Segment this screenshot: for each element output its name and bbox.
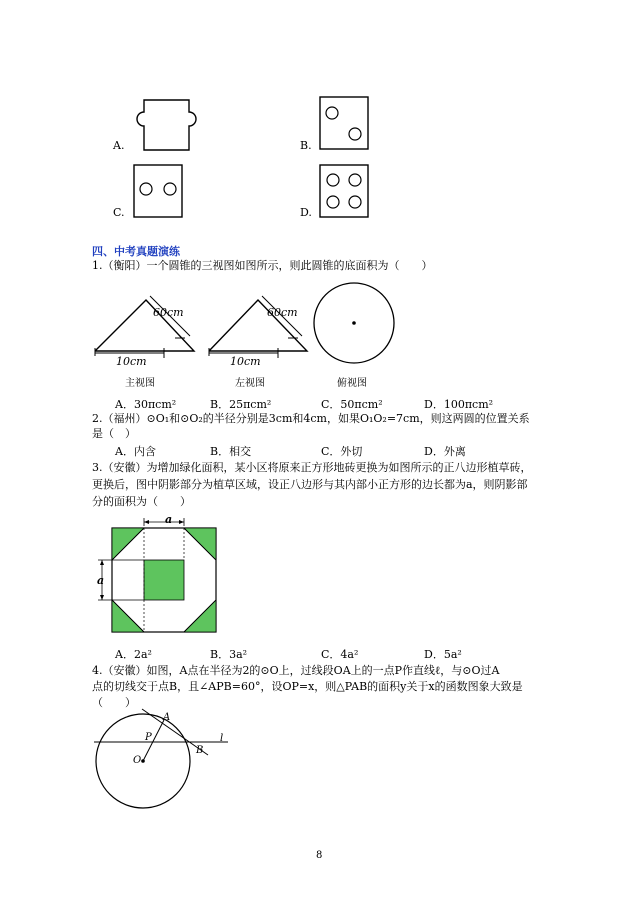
- q1-option-b: B．25πcm²: [210, 398, 272, 411]
- option-c-label: C.: [113, 206, 125, 219]
- page-number: 8: [316, 850, 323, 861]
- option-d-circle: [327, 174, 339, 186]
- q1-option-d: D．100πcm²: [424, 398, 494, 411]
- q3-option-c: C．4a²: [321, 648, 359, 661]
- q1-left-slant-label: 60cm: [267, 306, 298, 319]
- q1-option-a: A．30πcm²: [115, 398, 177, 411]
- option-d-circle: [327, 196, 339, 208]
- section-title: 四、中考真题演练: [92, 245, 180, 258]
- q4-label-a: A: [163, 712, 171, 723]
- option-b-label: B.: [300, 139, 312, 152]
- option-d-circle: [349, 196, 361, 208]
- q4-line1: 4.（安徽）如图，A点在半径为2的⊙O上，过线段OA上的一点P作直线ℓ，与⊙O过A: [92, 664, 500, 677]
- q1-option-c: C．50πcm²: [321, 398, 383, 411]
- q4-label-o: O: [133, 755, 142, 766]
- option-a-label: A.: [113, 139, 125, 152]
- q4-line3: （ ）: [92, 696, 136, 709]
- q1-front-slant-label: 60cm: [153, 306, 184, 319]
- q2-option-d: D．外离: [424, 445, 466, 458]
- q4-label-b: B: [196, 745, 204, 756]
- option-a-shape: [137, 100, 196, 150]
- q3-line2: 更换后，图中阴影部分为植草区域，设正八边形与其内部小正方形的边长都为a，则阴影部: [92, 478, 528, 491]
- q3-tile-figure: [90, 510, 230, 640]
- option-b-circle: [349, 128, 361, 140]
- option-d-label: D.: [300, 206, 312, 219]
- option-b-shape: [320, 97, 368, 149]
- q3-option-a: A．2a²: [115, 648, 152, 661]
- q3-top-a-label: a: [165, 513, 173, 526]
- q2-line1: 2.（福州）⊙O₁和⊙O₂的半径分别是3cm和4cm，如果O₁O₂=7cm，则这两圆的位置关系: [92, 412, 530, 425]
- q4-label-l: l: [220, 733, 224, 744]
- q1-caption-top: 俯视图: [337, 378, 367, 389]
- q4-line2: 点的切线交于点B，且∠APB=60°，设OP=x，则△PAB的面积y关于x的函数图象大致是: [92, 680, 523, 693]
- q3-line1: 3.（安徽）为增加绿化面积，某小区将原来正方形地砖更换为如图所示的正八边形植草砖，: [92, 461, 532, 474]
- q2-option-c: C．外切: [321, 445, 363, 458]
- q3-line3: 分的面积为（ ）: [92, 495, 191, 508]
- option-d-shape: [320, 165, 368, 217]
- option-d-circle: [349, 174, 361, 186]
- q2-option-b: B．相交: [210, 445, 252, 458]
- option-c-shape: [134, 165, 182, 217]
- option-c-circle: [164, 183, 176, 195]
- option-b-circle: [326, 107, 338, 119]
- q1-front-base-label: 10cm: [116, 355, 147, 368]
- option-c-circle: [140, 183, 152, 195]
- view-options-figure: [0, 0, 640, 240]
- q1-cone-views-figure: [0, 280, 640, 390]
- q4-label-p: P: [145, 732, 152, 743]
- q3-side-a-label: a: [97, 574, 105, 587]
- q3-option-b: B．3a²: [210, 648, 248, 661]
- q1-text: 1.（衡阳）一个圆锥的三视图如图所示，则此圆锥的底面积为（ ）: [92, 259, 433, 272]
- q4-circle-figure: [80, 705, 280, 810]
- q1-left-base-label: 10cm: [230, 355, 261, 368]
- q2-option-a: A．内含: [115, 445, 156, 458]
- q3-option-d: D．5a²: [424, 648, 462, 661]
- q2-line2: 是（ ）: [92, 427, 136, 440]
- q1-caption-front: 主视图: [125, 378, 155, 389]
- q1-caption-left: 左视图: [235, 378, 265, 389]
